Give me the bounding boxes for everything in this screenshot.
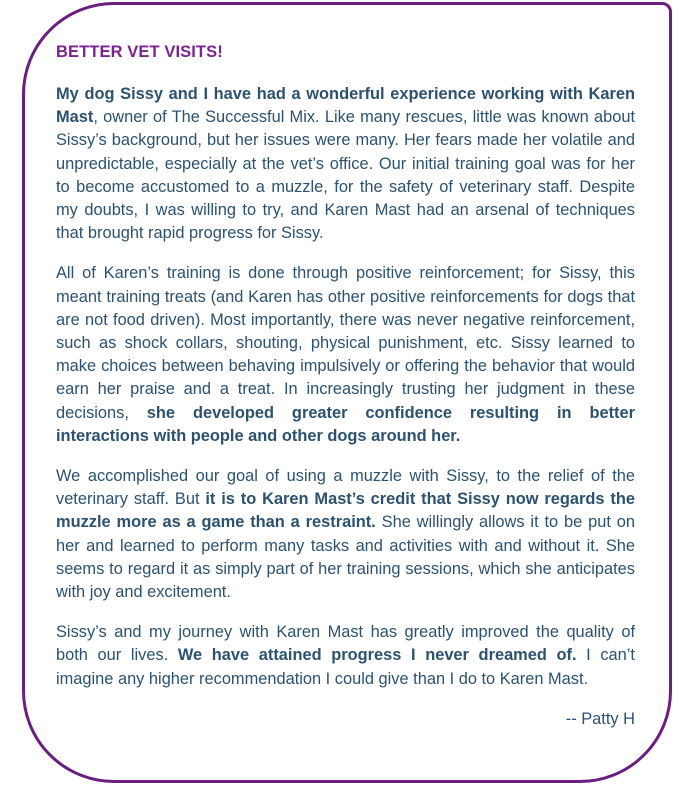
paragraph-1-body: , owner of The Successful Mix. Like many rescues, little was known about Sissy’s background, but her issues were many. Her fears made her volatile and unpredictable, especially at the vet’s office. Our initial training goal was for her to become accustomed to a muzzle, for the safety of veterinary staff. Despite my doubts, I was willing to try, and Karen Mast had an arsenal of techniques that brought rapid progress for Sissy.	[56, 108, 635, 243]
testimonial-card	[22, 2, 672, 783]
paragraph-2	[56, 262, 635, 448]
paragraph-2-body: All of Karen’s training is done through positive reinforcement; for Sissy, this meant training treats (and Karen has other positive reinforcements for dogs that are not food driven). Most importantly, there was never negative reinforcement, such as shock collars, shouting, physical punishment, etc. Sissy learned to make choices between behaving impulsively or offering the behavior that would earn her praise and a treat. In increasingly trusting her judgment in these decisions,	[56, 264, 635, 422]
paragraph-3-bold: it is to Karen Mast’s credit that Sissy now regards the muzzle more as a game than a restraint.	[56, 490, 635, 532]
paragraph-3-body-start: We accomplished our goal of using a muzzle with Sissy, to the relief of the veterinary staff. But	[56, 467, 635, 509]
paragraph-2-bold: she developed greater confidence resulting in better interactions with people and other dogs around her.	[56, 403, 635, 445]
signature: -- Patty H	[565, 709, 635, 728]
page-title: BETTER VET VISITS!	[56, 43, 223, 61]
paragraph-4	[56, 621, 635, 691]
paragraph-3-body-end: She willingly allows it to be put on her and learned to perform many tasks and activities with and without it. She seems to regard it as simply part of her training sessions, which she anticipates with joy and excitement.	[56, 513, 635, 602]
paragraph-4-body-start: Sissy’s and my journey with Karen Mast has greatly improved the quality of both our lives.	[56, 623, 635, 665]
paragraph-3	[56, 465, 635, 604]
paragraph-4-body-end: I can’t imagine any higher recommendation I could give than I do to Karen Mast.	[56, 646, 635, 688]
paragraph-1-bold-lead: My dog Sissy and I have had a wonderful experience working with Karen Mast	[56, 84, 635, 127]
paragraph-4-bold: We have attained progress I never dreamed of.	[177, 646, 577, 665]
paragraph-1	[56, 83, 635, 245]
testimonial-content	[56, 43, 635, 731]
